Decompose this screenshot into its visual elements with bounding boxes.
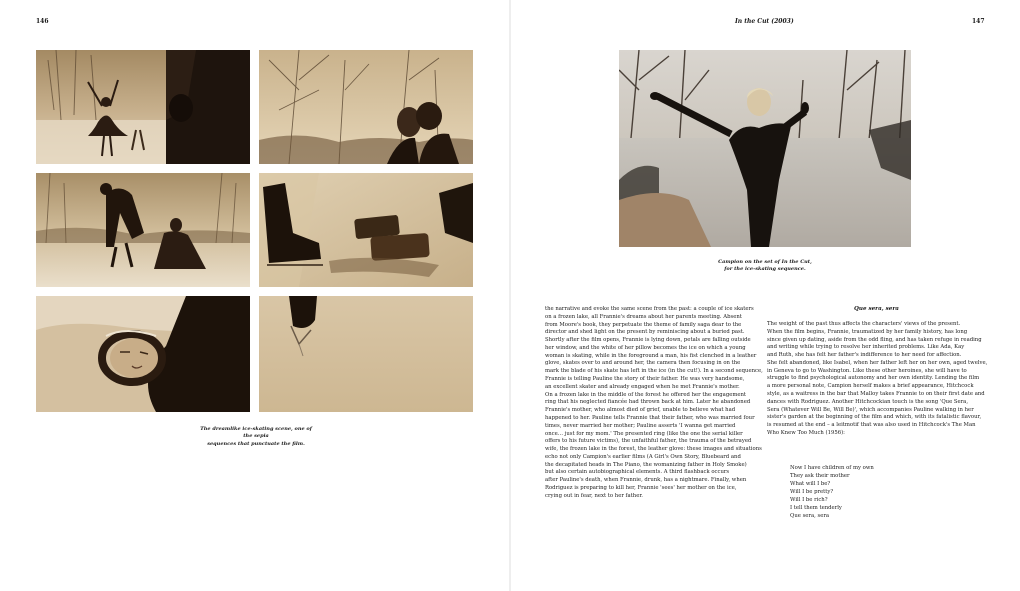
lyric-line: What will I be? bbox=[790, 480, 831, 487]
body-text-line: echo not only Campion's earlier films (A Girl's Own Story, Bluebeard and bbox=[545, 453, 741, 460]
body-text-line: the decapitated heads in The Piano, the womanizing father in Holy Smoke) bbox=[545, 461, 747, 468]
body-text-line: dances with Rodriguez. Another Hitchcockian touch is the song 'Que Sera, bbox=[767, 398, 969, 405]
caption-line: sequences that punctuate the film. bbox=[207, 440, 305, 447]
caption-line: for the ice-skating sequence. bbox=[724, 266, 806, 273]
body-text-line: the narrative and evoke the same scene from the past: a couple of ice skaters bbox=[545, 306, 754, 312]
body-text-line: Rodriguez is preparing to kill her, Frannie 'sees' her mother on the ice, bbox=[545, 484, 737, 491]
sepia-photo-skate-blade bbox=[259, 296, 473, 412]
body-text-line: woman is skating, while in the foreground a man, his fist clenched in a leather bbox=[545, 352, 757, 359]
section-title: Que sera, sera bbox=[854, 306, 899, 312]
running-head: In the Cut (2003) bbox=[735, 18, 794, 25]
body-text-line: Frannie is telling Pauline the story of their father. He was very handsome, bbox=[545, 376, 745, 383]
song-lyrics bbox=[790, 465, 874, 521]
body-text-line: offers to his future victims), the unfaithful father, the trauma of the betrayed bbox=[545, 438, 752, 445]
sepia-photo-skater-kneeling bbox=[36, 173, 250, 287]
body-text-left-column bbox=[545, 306, 763, 501]
body-text-line: glove, skates over to and around her, the camera then focusing in on the bbox=[545, 360, 741, 367]
body-text-line: The weight of the past thus affects the characters' views of the present. bbox=[767, 321, 961, 327]
body-text-line: times, never married her mother; Pauline asserts 'I wanna get married bbox=[545, 422, 736, 429]
body-text-line: since given up dating, aside from the odd fling, and has taken refuge in reading bbox=[767, 336, 982, 343]
body-text-line: Shortly after the film opens, Frannie is lying down, petals are falling outside bbox=[545, 337, 751, 344]
body-text-line: wife, the frozen lake in the forest, the leather glove: these images and situations bbox=[545, 446, 762, 453]
body-text-line: once… just for my mom.' The presented ring (like the one the serial killer bbox=[545, 430, 743, 437]
body-text-line: her window, and the white of her pillow becomes the ice on which a young bbox=[545, 344, 746, 351]
photo-caption bbox=[712, 259, 818, 274]
lyric-line: Will I be pretty? bbox=[790, 488, 834, 495]
body-text-line: ring that his neglected fiancée had thrown back at him. Later he abandoned bbox=[545, 399, 751, 406]
body-text-line: director and shed light on the present by reminiscing about a buried past. bbox=[545, 329, 745, 336]
body-text-line: She felt abandoned, like Isabel, when her father left her on her own, aged twelve, bbox=[767, 359, 988, 366]
right-page-number: 147 bbox=[972, 18, 985, 25]
body-text-line: happened to her. Pauline tells Frannie that their father, who was married four bbox=[545, 414, 755, 421]
body-text-line: crying out in fear, next to her father. bbox=[545, 492, 643, 499]
body-text-line: Who Knew Too Much (1956): bbox=[767, 429, 845, 436]
body-text-line: struggle to find psychological autonomy and her own identity. Lending the film bbox=[767, 375, 980, 382]
body-text-line: sister's garden at the beginning of the film and which, with its fatalistic flavour, bbox=[767, 414, 982, 421]
body-text-line: a more personal note, Campion herself makes a brief appearance, Hitchcock bbox=[767, 383, 974, 390]
body-text-line: after Pauline's death, when Frannie, drunk, has a nightmare. Finally, when bbox=[545, 477, 747, 484]
body-text-line: is resumed at the end – a leitmotif that was also used in Hitchcock's The Man bbox=[767, 422, 976, 429]
lyric-line: Will I be rich? bbox=[790, 496, 828, 503]
caption-line: Campion on the set of In the Cut, bbox=[718, 259, 812, 265]
body-text-line: Sera (Whatever Will Be, Will Be)', which accompanies Pauline walking in her bbox=[767, 406, 974, 413]
body-text-line: and Ruth, she has felt her father's indifference to her need for affection. bbox=[767, 352, 962, 359]
photo-campion-on-set bbox=[619, 50, 911, 247]
left-page-caption bbox=[196, 426, 316, 448]
sepia-photo-couple-kissing bbox=[259, 50, 473, 164]
body-text-line: On a frozen lake in the middle of the forest he offered her the engagement bbox=[545, 391, 747, 398]
body-text-line: in Geneva to go to Washington. Like these other heroines, she will have to bbox=[767, 367, 967, 374]
book-gutter bbox=[509, 0, 511, 591]
body-text-right-column bbox=[767, 321, 988, 438]
lyric-line: Now I have children of my own bbox=[790, 465, 874, 471]
lyric-line: I tell them tenderly bbox=[790, 504, 842, 511]
body-text-line: from Moore's book, they perpetuate the theme of family saga dear to the bbox=[545, 321, 742, 328]
body-text-line: and writing while trying to resolve her inherited problems. Like Ada, Kay bbox=[767, 344, 965, 351]
caption-line: The dreamlike ice-skating scene, one of the sepia bbox=[200, 426, 312, 440]
body-text-line: but also certain autobiographical elements. A third flashback occurs bbox=[545, 469, 730, 476]
sepia-photo-skater-dancing bbox=[36, 50, 250, 164]
body-text-line: on a frozen lake, all Frannie's dreams about her parents meeting. Absent bbox=[545, 313, 742, 320]
body-text-line: an excellent skater and already engaged when he met Frannie's mother. bbox=[545, 383, 740, 390]
sepia-photo-skate-closeup bbox=[259, 173, 473, 287]
left-page-number: 146 bbox=[36, 18, 49, 25]
body-text-line: When the film begins, Frannie, traumatized by her family history, has long bbox=[767, 328, 968, 335]
sepia-photo-woman-on-ice bbox=[36, 296, 250, 412]
body-text-line: Frannie's mother, who almost died of grief, unable to believe what had bbox=[545, 407, 736, 414]
lyric-line: Que sera, sera bbox=[790, 512, 830, 519]
body-text-line: mark the blade of his skate has left in the ice (in the cut!). In a second sequence, bbox=[545, 368, 763, 375]
lyric-line: They ask their mother bbox=[790, 472, 850, 479]
body-text-line: style, as a waitress in the bar that Malloy takes Frannie to on their first date and bbox=[767, 391, 985, 398]
